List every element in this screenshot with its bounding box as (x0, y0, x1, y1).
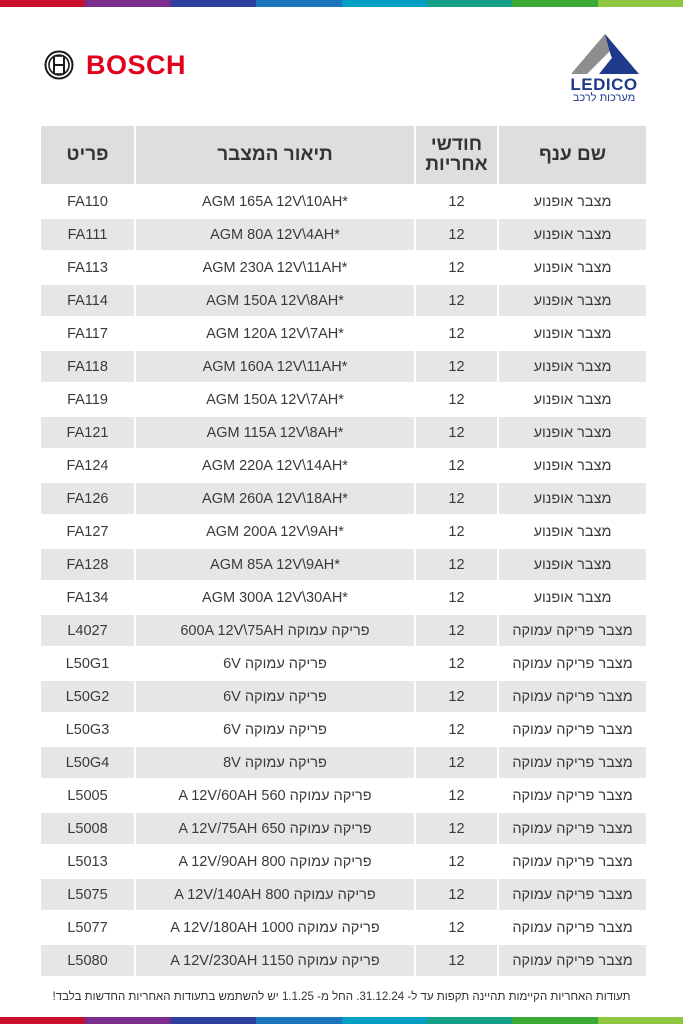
cell-branch: מצבר אופנוע (497, 186, 646, 217)
cell-description: AGM 150A 12V\7AH* (134, 384, 414, 415)
stripe-segment (256, 1017, 341, 1024)
cell-branch: מצבר אופנוע (497, 549, 646, 580)
table-row (41, 681, 646, 712)
cell-part: FA121 (41, 417, 134, 448)
cell-description: פריקה עמוקה 6V (134, 714, 414, 745)
cell-branch: מצבר פריקה עמוקה (497, 615, 646, 646)
cell-branch: מצבר אופנוע (497, 219, 646, 250)
cell-part: FA119 (67, 391, 108, 408)
cell-warranty: 12 (414, 615, 497, 646)
table-row (41, 813, 646, 844)
cell-warranty: 12 (414, 384, 497, 415)
cell-description: AGM 160A 12V\11AH* (134, 351, 414, 382)
cell-part: L50G1 (65, 655, 110, 672)
cell-part: FA127 (66, 523, 109, 540)
cell-part: FA117 (67, 325, 108, 342)
cell-warranty: 12 (414, 747, 497, 778)
ledico-logo (565, 30, 643, 106)
warranty-footer-note: תעודות האחריות הקיימות תהיינה תקפות עד ל- 31.12.24. החל מ- 1.1.25 יש להשתמש בתעודות האחריות החדשות בלבד! (52, 991, 631, 1003)
cell-branch: מצבר פריקה עמוקה (497, 879, 646, 910)
cell-description: פריקה עמוקה 600A 12V\75AH (134, 615, 414, 646)
cell-description: AGM 230A 12V\11AH* (134, 252, 414, 283)
cell-branch: מצבר אופנוע (497, 417, 646, 448)
cell-warranty: 12 (414, 516, 497, 547)
cell-branch: מצבר פריקה עמוקה (497, 945, 646, 976)
stripe-segment (256, 0, 341, 7)
cell-part: L50G2 (41, 681, 134, 712)
cell-part: L5075 (41, 879, 134, 910)
cell-description: פריקה עמוקה 1000 A 12V/180AH (134, 912, 414, 943)
cell-warranty: 12 (414, 351, 497, 382)
header-description: תיאור המצבר (134, 126, 414, 184)
table-row (41, 747, 646, 778)
cell-warranty: 12 (414, 681, 497, 712)
table-row (41, 912, 646, 943)
cell-description: AGM 150A 12V\8AH* (134, 285, 414, 316)
table-row (41, 384, 646, 415)
cell-branch: מצבר פריקה עמוקה (497, 813, 646, 844)
cell-warranty: 12 (414, 252, 497, 283)
cell-description: AGM 300A 12V\30AH* (134, 582, 414, 613)
cell-part: L4027 (41, 615, 134, 646)
cell-warranty: 12 (414, 912, 497, 943)
table-row (41, 846, 646, 877)
cell-description: AGM 200A 12V\9AH* (134, 516, 414, 547)
cell-warranty: 12 (414, 318, 497, 349)
table-row (41, 450, 646, 481)
cell-description: AGM 220A 12V\14AH* (134, 450, 414, 481)
cell-part: FA124 (66, 457, 109, 474)
cell-branch: מצבר אופנוע (497, 483, 646, 514)
cell-part: L5013 (67, 853, 108, 870)
cell-description: פריקה עמוקה 6V (134, 681, 414, 712)
battery-warranty-table (41, 124, 646, 978)
bosch-logo (44, 50, 186, 80)
table-row (41, 483, 646, 514)
stripe-segment (171, 0, 256, 7)
cell-description: AGM 80A 12V\4AH* (134, 219, 414, 250)
table-row (41, 582, 646, 613)
bottom-color-stripe (0, 1017, 683, 1024)
cell-warranty: 12 (414, 549, 497, 580)
cell-branch: מצבר פריקה עמוקה (497, 912, 646, 943)
cell-branch: מצבר פריקה עמוקה (497, 747, 646, 778)
table-row (41, 318, 646, 349)
cell-warranty: 12 (414, 879, 497, 910)
stripe-segment (427, 1017, 512, 1024)
table-row (41, 780, 646, 811)
cell-branch: מצבר אופנוע (497, 450, 646, 481)
cell-part: FA118 (41, 351, 134, 382)
cell-description: פריקה עמוקה 560 A 12V/60AH (134, 780, 414, 811)
table-header-row (41, 126, 646, 184)
table-row (41, 615, 646, 646)
stripe-segment (598, 1017, 683, 1024)
stripe-segment (0, 1017, 85, 1024)
header-branch: שם ענף (497, 126, 646, 184)
cell-branch: מצבר פריקה עמוקה (497, 648, 646, 679)
cell-description: פריקה עמוקה 8V (134, 747, 414, 778)
table-row (41, 351, 646, 382)
cell-description: פריקה עמוקה 650 A 12V/75AH (134, 813, 414, 844)
cell-warranty: 12 (414, 813, 497, 844)
stripe-segment (342, 1017, 427, 1024)
cell-branch: מצבר פריקה עמוקה (497, 714, 646, 745)
cell-description: פריקה עמוקה 800 A 12V/140AH (134, 879, 414, 910)
cell-part: L5005 (67, 787, 108, 804)
bosch-armature-icon (44, 50, 74, 80)
cell-part: FA126 (41, 483, 134, 514)
cell-part: L50G4 (41, 747, 134, 778)
cell-warranty: 12 (414, 186, 497, 217)
table-row (41, 285, 646, 316)
cell-part: FA128 (41, 549, 134, 580)
cell-warranty: 12 (414, 582, 497, 613)
cell-description: AGM 85A 12V\9AH* (134, 549, 414, 580)
ledico-wordmark: LEDICO (570, 75, 638, 94)
table-row (41, 549, 646, 580)
cell-warranty: 12 (414, 285, 497, 316)
cell-branch: מצבר אופנוע (497, 516, 646, 547)
ledico-emblem-icon (569, 30, 641, 76)
cell-part: FA111 (41, 219, 134, 250)
cell-warranty: 12 (414, 450, 497, 481)
cell-part: FA114 (41, 285, 134, 316)
stripe-segment (0, 0, 85, 7)
cell-warranty: 12 (414, 714, 497, 745)
cell-description: פריקה עמוקה 1150 A 12V/230AH (134, 945, 414, 976)
header-part: פריט (41, 126, 134, 184)
stripe-segment (342, 0, 427, 7)
cell-part: L5077 (67, 919, 108, 936)
cell-branch: מצבר אופנוע (497, 252, 646, 283)
cell-description: AGM 115A 12V\8AH* (134, 417, 414, 448)
table-row (41, 714, 646, 745)
table-row (41, 417, 646, 448)
cell-warranty: 12 (414, 219, 497, 250)
cell-description: פריקה עמוקה 6V (134, 648, 414, 679)
ledico-subtitle: מערכות לרכב (572, 92, 636, 104)
cell-warranty: 12 (414, 846, 497, 877)
cell-description: AGM 260A 12V\18AH* (134, 483, 414, 514)
cell-description: פריקה עמוקה 800 A 12V/90AH (134, 846, 414, 877)
cell-branch: מצבר אופנוע (497, 285, 646, 316)
table-row (41, 879, 646, 910)
stripe-segment (512, 1017, 597, 1024)
cell-branch: מצבר אופנוע (497, 318, 646, 349)
header-warranty: חודשי אחריות (414, 126, 497, 184)
cell-warranty: 12 (414, 780, 497, 811)
table-row (41, 186, 646, 217)
cell-warranty: 12 (414, 648, 497, 679)
stripe-segment (85, 1017, 170, 1024)
cell-branch: מצבר פריקה עמוקה (497, 681, 646, 712)
cell-description: AGM 120A 12V\7AH* (134, 318, 414, 349)
stripe-segment (85, 0, 170, 7)
table-row (41, 945, 646, 976)
table-row (41, 252, 646, 283)
stripe-segment (512, 0, 597, 7)
cell-part: FA110 (67, 193, 108, 210)
cell-branch: מצבר פריקה עמוקה (497, 780, 646, 811)
bosch-wordmark: BOSCH (86, 49, 187, 80)
cell-warranty: 12 (414, 417, 497, 448)
cell-branch: מצבר אופנוע (497, 384, 646, 415)
cell-part: L5008 (41, 813, 134, 844)
cell-part: FA113 (67, 259, 108, 276)
top-color-stripe (0, 0, 683, 7)
cell-branch: מצבר אופנוע (497, 582, 646, 613)
cell-warranty: 12 (414, 483, 497, 514)
stripe-segment (427, 0, 512, 7)
table-row (41, 219, 646, 250)
cell-branch: מצבר פריקה עמוקה (497, 846, 646, 877)
table-row (41, 648, 646, 679)
stripe-segment (171, 1017, 256, 1024)
cell-warranty: 12 (414, 945, 497, 976)
stripe-segment (598, 0, 683, 7)
cell-part: L50G3 (65, 721, 110, 738)
cell-description: AGM 165A 12V\10AH* (134, 186, 414, 217)
cell-branch: מצבר אופנוע (497, 351, 646, 382)
table-row (41, 516, 646, 547)
cell-part: L5080 (41, 945, 134, 976)
cell-part: FA134 (66, 589, 109, 606)
